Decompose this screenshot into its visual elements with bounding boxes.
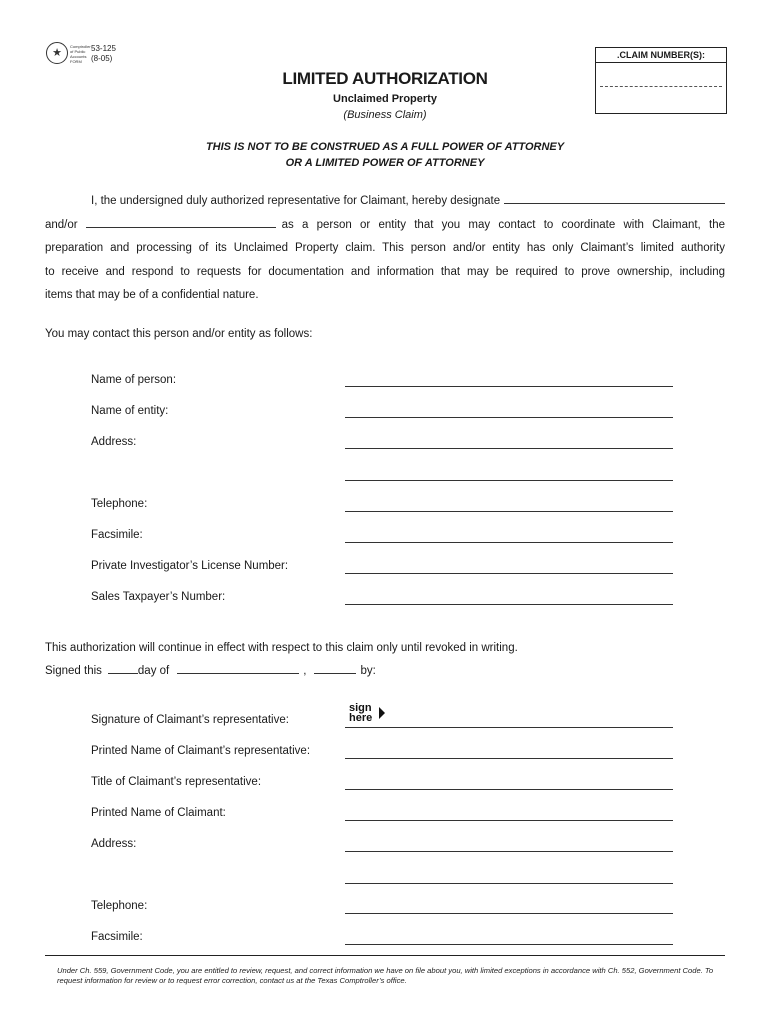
- name-of-entity-field[interactable]: [345, 417, 673, 418]
- privacy-notice: Under Ch. 559, Government Code, you are entitled to review, request, and correct information we have on file about you, with limited exceptions in accordance with Ch. 552, Government Code. To request information for review or to request error correction, contact us at the Texas Comptroller’s office.: [57, 966, 714, 985]
- sales-taxpayer-label: Sales Taxpayer’s Number:: [91, 591, 226, 603]
- claimant-address-field-1[interactable]: [345, 851, 673, 852]
- printed-name-rep-label: Printed Name of Claimant’s representative:: [91, 745, 311, 757]
- documentation-text-line: to receive and respond to requests for documentation and information that may be required to prove ownership, including: [45, 265, 725, 278]
- warning-line-2: OR A LIMITED POWER OF ATTORNEY: [285, 157, 485, 169]
- printed-name-rep-field[interactable]: [345, 758, 673, 759]
- designation-paragraph: [45, 190, 725, 308]
- designation-text: I, the undersigned duly authorized representative for Claimant, hereby designate: [91, 195, 501, 207]
- revocation-text: This authorization will continue in effect with respect to this claim only until revoked in writing.: [45, 642, 518, 654]
- day-of-text: day of: [137, 665, 170, 677]
- page-title: LIMITED AUTHORIZATION: [282, 69, 488, 88]
- warning-notice: [0, 139, 770, 171]
- address-field-2[interactable]: [345, 480, 673, 481]
- coordinate-text: as a person or entity that you may contact to coordinate with Claimant, the: [281, 218, 725, 231]
- claimant-telephone-field[interactable]: [345, 913, 673, 914]
- signed-date-line: [45, 660, 376, 684]
- signature-label: Signature of Claimant’s representative:: [91, 714, 289, 726]
- address-field-1[interactable]: [345, 448, 673, 449]
- printed-name-claimant-field[interactable]: [345, 820, 673, 821]
- designee-2-field[interactable]: [86, 215, 276, 228]
- warning-line-1: THIS IS NOT TO BE CONSTRUED AS A FULL POWER OF ATTORNEY: [205, 141, 565, 153]
- agency-seal-text: Comptroller of Public Accounts FORM: [70, 44, 91, 64]
- and-or-text: and/or: [45, 218, 78, 231]
- subtitle-business: (Business Claim): [343, 109, 427, 121]
- star-seal-icon: ★: [46, 42, 68, 64]
- address-label: Address:: [91, 436, 137, 448]
- signed-month-field[interactable]: [177, 661, 299, 674]
- pi-license-field[interactable]: [345, 573, 673, 574]
- sign-here-word-1: sign: [349, 702, 372, 714]
- designee-1-field[interactable]: [504, 191, 725, 204]
- by-text: by:: [360, 665, 376, 677]
- claimant-telephone-label: Telephone:: [91, 900, 148, 912]
- printed-name-claimant-label: Printed Name of Claimant:: [91, 807, 226, 819]
- claimant-address-field-2[interactable]: [345, 883, 673, 884]
- sign-here-marker: [349, 703, 372, 723]
- contact-intro: You may contact this person and/or entity as follows:: [45, 328, 313, 340]
- footer-divider: [45, 955, 725, 956]
- signature-field[interactable]: [345, 727, 673, 728]
- telephone-field[interactable]: [345, 511, 673, 512]
- claim-number-label: .CLAIM NUMBER(S):: [596, 48, 726, 63]
- title-rep-field[interactable]: [345, 789, 673, 790]
- form-number: [91, 44, 116, 64]
- claimant-facsimile-label: Facsimile:: [91, 931, 143, 943]
- title-rep-label: Title of Claimant’s representative:: [91, 776, 262, 788]
- form-number-value: 53-125: [91, 44, 116, 53]
- signed-day-field[interactable]: [108, 661, 138, 674]
- telephone-label: Telephone:: [91, 498, 148, 510]
- claimant-address-label: Address:: [91, 838, 137, 850]
- claimant-facsimile-field[interactable]: [345, 944, 673, 945]
- facsimile-label: Facsimile:: [91, 529, 143, 541]
- form-revision: (8-05): [91, 54, 113, 63]
- confidential-text-line: items that may be of a confidential nature.: [45, 289, 259, 301]
- signed-year-field[interactable]: [314, 661, 356, 674]
- sales-taxpayer-field[interactable]: [345, 604, 673, 605]
- name-of-person-label: Name of person:: [91, 374, 177, 386]
- comma-text: ,: [303, 665, 307, 677]
- name-of-entity-label: Name of entity:: [91, 405, 169, 417]
- pi-license-label: Private Investigator’s License Number:: [91, 560, 289, 572]
- signed-this-text: Signed this: [45, 665, 102, 677]
- sign-here-word-2: here: [349, 712, 373, 724]
- arrow-right-icon: [379, 707, 385, 719]
- authority-text-line: preparation and processing of its Unclaimed Property claim. This person and/or entity has only Claimant’s limited authority: [45, 242, 725, 254]
- subtitle: Unclaimed Property: [333, 93, 437, 105]
- facsimile-field[interactable]: [345, 542, 673, 543]
- name-of-person-field[interactable]: [345, 386, 673, 387]
